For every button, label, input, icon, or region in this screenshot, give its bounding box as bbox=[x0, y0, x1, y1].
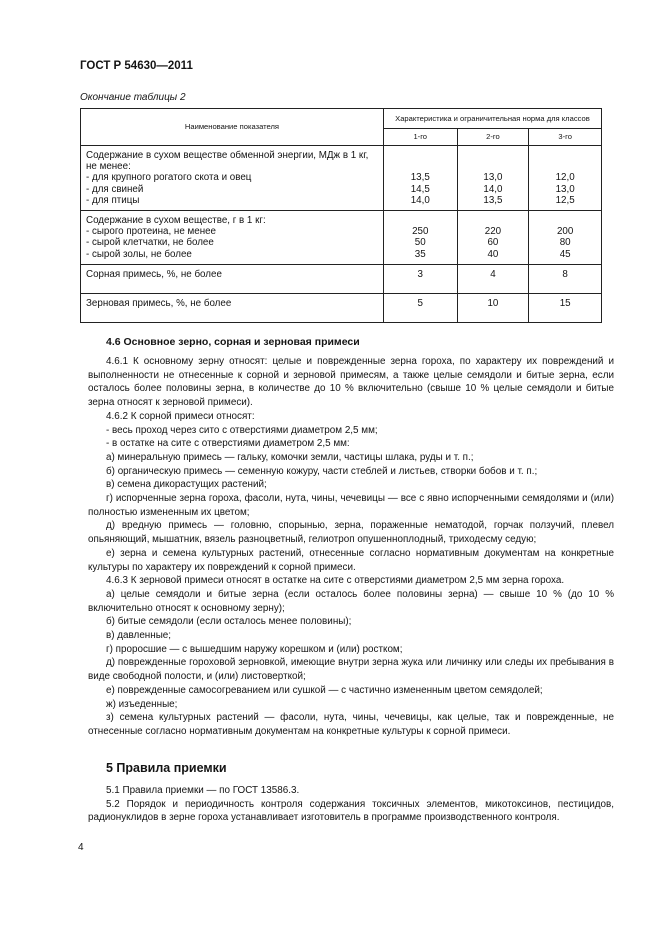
value: 13,5 bbox=[410, 172, 430, 184]
column-header-group: Характеристика и ограничительная норма для классов bbox=[383, 109, 601, 129]
value-cell bbox=[383, 211, 457, 265]
column-header-class-3: 3-го bbox=[529, 129, 602, 146]
column-header-class-2: 2-го bbox=[457, 129, 529, 146]
row-label-line: - для свиней bbox=[86, 183, 144, 195]
value-cell bbox=[529, 146, 602, 211]
value-cell bbox=[457, 211, 529, 265]
paragraph: - в остатке на сите с отверстиями диаметром 2,5 мм: bbox=[106, 438, 350, 450]
row-label bbox=[81, 211, 384, 265]
row-label: Сорная примесь, %, не более bbox=[81, 264, 384, 293]
value: 220 bbox=[484, 226, 502, 238]
value-cell bbox=[383, 146, 457, 211]
table-header-row bbox=[81, 109, 602, 129]
value: 200 bbox=[556, 226, 574, 238]
value: 14,0 bbox=[483, 183, 503, 195]
paragraph: 5.1 Правила приемки — по ГОСТ 13586.3. bbox=[106, 785, 300, 796]
paragraph: е) поврежденные самосогреванием или сушкой — с частично измененным цветом семядолей; bbox=[106, 684, 543, 696]
row-label-line: не менее: bbox=[86, 161, 131, 173]
row-label-line: - сырой золы, не более bbox=[86, 248, 192, 260]
row-label-line: Содержание в сухом веществе, г в 1 кг: bbox=[86, 215, 266, 227]
paragraph: 5.2 Порядок и периодичность контроля содержания токсичных элементов, микотоксинов, пестицидов, радионуклидов в зерне гороха устанавливает изготовитель в программе производственного контроля. bbox=[88, 798, 614, 824]
paragraph: 4.6.3 К зерновой примеси относят в остатке на сите с отверстиями диаметром 2,5 мм зерна гороха. bbox=[106, 575, 565, 587]
paragraph: е) зерна и семена культурных растений, отнесенные согласно нормативным документам на конкретные культуры по характеру их повреждений к сорной примеси. bbox=[88, 547, 614, 573]
value: 35 bbox=[414, 248, 426, 260]
section-4-6-heading: 4.6 Основное зерно, сорная и зерновая примеси bbox=[106, 336, 360, 348]
paragraph: 4.6.2 К сорной примеси относят: bbox=[106, 410, 255, 422]
value-cell bbox=[529, 211, 602, 265]
paragraph: б) битые семядоли (если осталось менее половины); bbox=[106, 616, 352, 628]
table-row-grain-impurity bbox=[81, 293, 602, 322]
value: 60 bbox=[487, 237, 499, 249]
row-label-line: Содержание в сухом веществе обменной энергии, МДж в 1 кг, bbox=[86, 150, 369, 161]
paragraph: в) давленные; bbox=[106, 630, 172, 642]
table-row-weed-impurity bbox=[81, 264, 602, 293]
paragraph: г) испорченные зерна гороха, фасоли, нута, чины, чечевицы — все с явно испорченными семядолями и (или) полностью измененным их цветом; bbox=[88, 493, 614, 518]
norms-table bbox=[80, 108, 602, 323]
section-5-heading: 5 Правила приемки bbox=[106, 761, 227, 775]
value: 45 bbox=[559, 248, 571, 260]
value: 13,0 bbox=[483, 172, 503, 184]
paragraph: ж) изъеденные; bbox=[106, 698, 178, 710]
column-header-name: Наименование показателя bbox=[81, 109, 384, 146]
value: 14,5 bbox=[410, 183, 430, 195]
value: 12,0 bbox=[555, 172, 575, 184]
value: 14,0 bbox=[410, 194, 430, 206]
document-header: ГОСТ Р 54630—2011 bbox=[80, 60, 193, 72]
table-caption: Окончание таблицы 2 bbox=[80, 92, 186, 103]
value: 250 bbox=[412, 226, 429, 238]
section-5-body bbox=[88, 784, 614, 825]
paragraph: в) семена дикорастущих растений; bbox=[106, 479, 267, 491]
value-cell bbox=[457, 146, 529, 211]
row-label bbox=[81, 146, 384, 211]
row-label: Зерновая примесь, %, не более bbox=[81, 293, 384, 322]
paragraph: з) семена культурных растений — фасоли, нута, чины, чечевицы, как целые, так и поврежденные, не отнесенные согласно нормативным документам на конкретные культуры к сорной примеси. bbox=[88, 712, 614, 737]
row-label-line: - сырой клетчатки, не более bbox=[86, 237, 214, 249]
paragraph: д) поврежденные гороховой зерновкой, имеющие внутри зерна жука или личинку или следы их пребывания в виде свободной полости, и (или) листоверткой; bbox=[88, 657, 614, 683]
row-label-line: - сырого протеина, не менее bbox=[86, 226, 217, 238]
page-number: 4 bbox=[78, 842, 84, 853]
value-cell: 3 bbox=[383, 264, 457, 293]
paragraph: а) минеральную примесь — гальку, комочки земли, частицы шлака, руды и т. п.; bbox=[106, 451, 474, 463]
column-header-class-1: 1-го bbox=[383, 129, 457, 146]
value: 80 bbox=[559, 237, 571, 249]
value-cell: 10 bbox=[457, 293, 529, 322]
value: 13,0 bbox=[555, 183, 575, 195]
paragraph: 4.6.1 К основному зерну относят: целые и поврежденные зерна гороха, по характеру их повреждений и выполненности не отнесенные к сорной и зерновой примесям, а также целые семядоли и битые зерна, если осталось более половины зерна, в количестве до 10 % включительно (свыше 10 % целые семядоли и битые зерна относят к зерновой примеси). bbox=[88, 356, 614, 409]
value-cell: 5 bbox=[383, 293, 457, 322]
row-label-line: - для крупного рогатого скота и овец bbox=[86, 172, 252, 184]
value-cell: 15 bbox=[529, 293, 602, 322]
row-label-line: - для птицы bbox=[86, 194, 140, 206]
value: 13,5 bbox=[483, 194, 503, 206]
paragraph: б) органическую примесь — семенную кожуру, части стеблей и листьев, створки бобов и т. п.; bbox=[106, 465, 538, 477]
paragraph: д) вредную примесь — головню, спорынью, зерна, пораженные нематодой, горчак ползучий, плевел опьяняющий, мышатник, вязель разноцветный, гелиотроп опушенноплодный, триходесму седую; bbox=[88, 520, 614, 546]
paragraph: - весь проход через сито с отверстиями диаметром 2,5 мм; bbox=[106, 424, 378, 436]
value-cell: 8 bbox=[529, 264, 602, 293]
value: 12,5 bbox=[555, 194, 575, 206]
paragraph: а) целые семядоли и битые зерна (если осталось более половины зерна) — свыше 10 % (до 10 % включительно относят к основному зерну); bbox=[88, 588, 614, 614]
value-cell: 4 bbox=[457, 264, 529, 293]
paragraph: г) проросшие — с вышедшим наружу корешком и (или) ростком; bbox=[106, 643, 403, 655]
value: 40 bbox=[487, 248, 499, 260]
table-row-dry-matter bbox=[81, 211, 602, 265]
table-row-energy bbox=[81, 146, 602, 211]
value: 50 bbox=[414, 237, 426, 249]
section-4-6-body bbox=[88, 355, 614, 739]
